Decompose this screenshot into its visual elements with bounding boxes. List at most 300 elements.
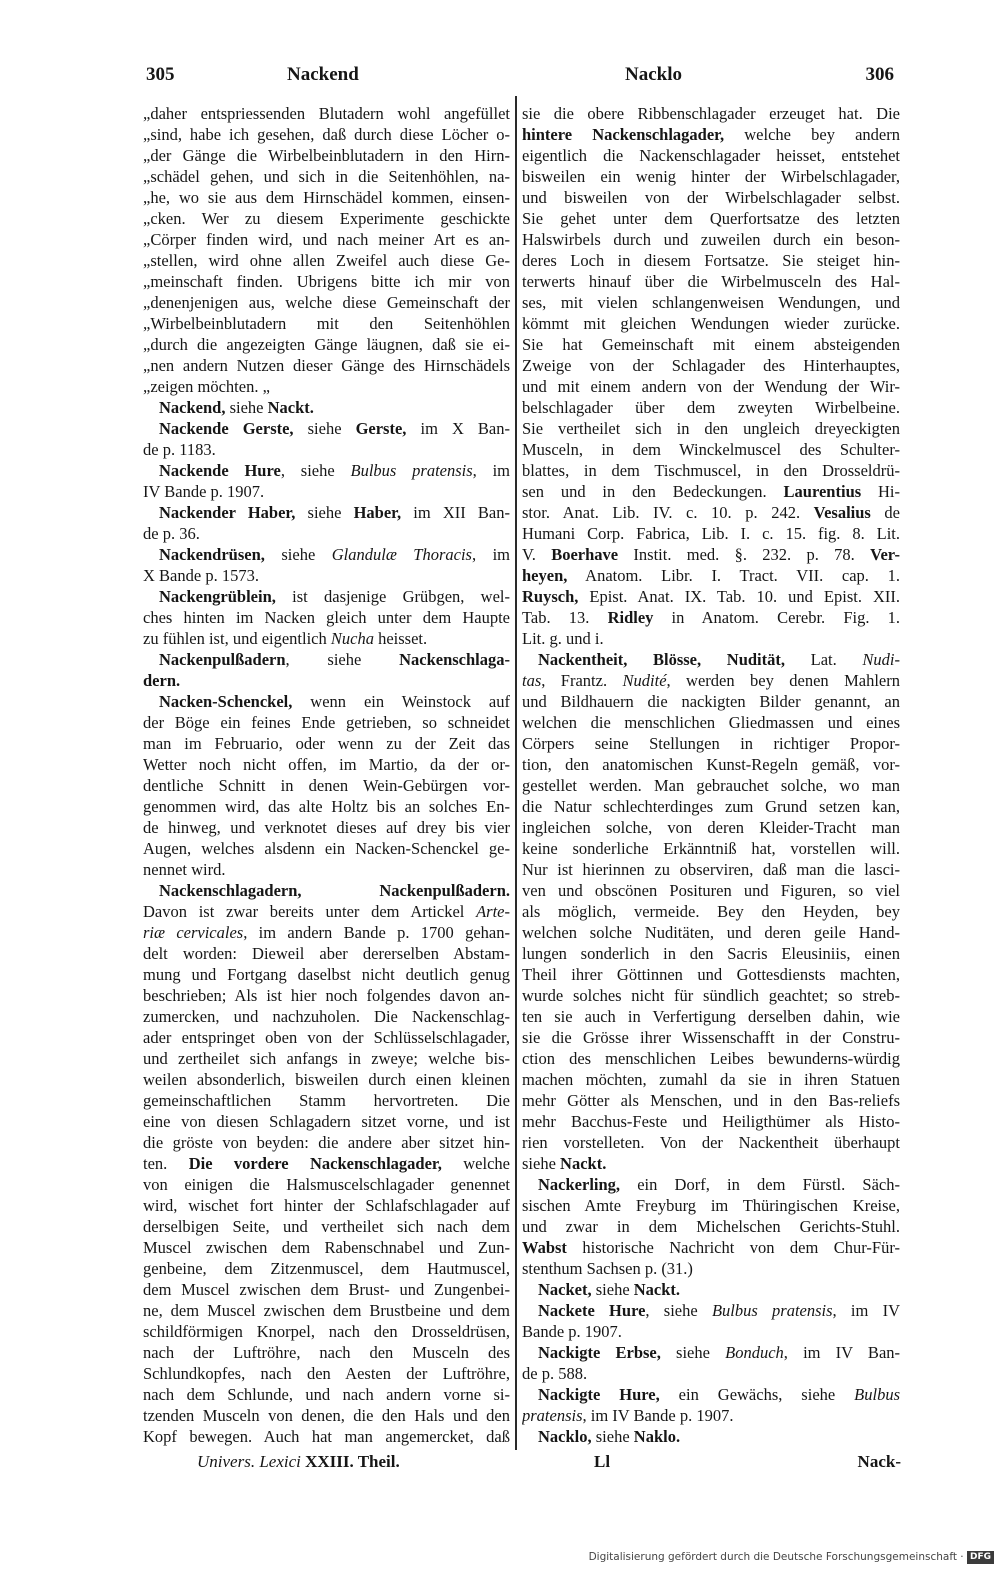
text-line [522, 859, 900, 880]
text-line [522, 565, 900, 586]
text-line [522, 712, 900, 733]
text-run: siehe [522, 1154, 561, 1173]
bold-term: Nackt. [267, 398, 314, 417]
text-line [522, 418, 900, 439]
text-line [143, 1300, 510, 1321]
bold-term: Die vordere Nackenschlagader, [188, 1154, 442, 1173]
entry-paragraph [522, 1300, 900, 1342]
text-run: schildförmigen Knorpel, nach den Drosseldrüsen, [143, 1322, 510, 1341]
text-line [522, 985, 900, 1006]
text-run: „he, wo sie aus dem Hirnschädel kommen, einsen- [143, 188, 510, 207]
catchword: Nack- [857, 1452, 901, 1471]
text-run: siehe [295, 503, 354, 522]
text-line [143, 649, 510, 670]
entry-paragraph [143, 460, 510, 502]
text-run: zumercken, und nachzuholen. Die Nackenschlag- [143, 1007, 510, 1026]
text-line [522, 1132, 900, 1153]
text-line [143, 1405, 510, 1426]
text-line [522, 1321, 900, 1342]
text-line [522, 880, 900, 901]
text-run: im XII Ban- [401, 503, 510, 522]
text-line [143, 628, 510, 649]
text-run: „meinschaft finden. Ubrigens bitte ich mir von [143, 272, 510, 291]
text-run: IV Bande p. 1907. [143, 482, 265, 501]
text-line [143, 943, 510, 964]
text-run: „Wirbelbeinblutadern mit den Seitenhöhlen [143, 314, 510, 333]
entry-paragraph [522, 649, 900, 1174]
text-run: „nen andern Nutzen dieser Gänge des Hirnschädels [143, 356, 510, 375]
text-run: Kopf bewegen. Auch hat man angemercket, daß [143, 1427, 510, 1446]
text-run: Muscel zwischen dem Rabenschnabel und Zun- [143, 1238, 510, 1257]
text-line [143, 880, 510, 901]
text-run: machen möchten, zumahl da sie in ihren Statuen [522, 1070, 900, 1089]
text-run: , im [471, 545, 510, 564]
text-run: siehe [225, 398, 268, 417]
text-run: de hinweg, und verknotet dieses auf drey bis vier [143, 818, 510, 837]
credit-separator: · [960, 1551, 964, 1563]
text-line [522, 439, 900, 460]
sheet-mark: Ll [594, 1452, 611, 1471]
text-run: und bisweilen von der Wirbelschlagader selbst. [522, 188, 900, 207]
text-run: welche bey andern [724, 125, 900, 144]
italic-term: Arte- [476, 902, 510, 921]
entry-paragraph [522, 1174, 900, 1279]
text-line [143, 250, 510, 271]
text-run: beschrieben; Als ist hier noch folgendes davon an- [143, 986, 510, 1005]
text-run: dentliche Schnitt in denen Wein-Gebürgen vor- [143, 776, 510, 795]
text-run: Instit. med. §. 232. p. 78. [618, 545, 871, 564]
text-line [143, 1363, 510, 1384]
text-line [143, 166, 510, 187]
text-line [522, 229, 900, 250]
bold-term: Nackenschlagadern, Nackenpulßadern. [159, 881, 510, 900]
text-line [522, 796, 900, 817]
text-line [143, 1069, 510, 1090]
text-line [143, 586, 510, 607]
text-line [143, 1258, 510, 1279]
text-line [522, 481, 900, 502]
text-line [143, 124, 510, 145]
column-number-left: 305 [146, 64, 175, 85]
text-run: und mit einem andern von der Wendung der Wir- [522, 377, 900, 396]
text-line [143, 985, 510, 1006]
text-line [143, 565, 510, 586]
text-line [522, 1090, 900, 1111]
bold-term: Nackend, [159, 398, 226, 417]
text-run: Cörpers seine Stellungen in richtiger Propor- [522, 734, 900, 753]
italic-term: Bonduch [725, 1343, 784, 1362]
text-run: nennet wird. [143, 860, 226, 879]
text-run: terwerts hinauf über die Wirbelmusceln des Hal- [522, 272, 900, 291]
text-run: ven und obscönen Posituren und Figuren, so viel [522, 881, 900, 900]
text-line [522, 1258, 900, 1279]
text-line [522, 124, 900, 145]
text-run: , werden bey denen Mahlern [666, 671, 900, 690]
text-run: wird, wischet fort hinter der Schlafschlagader auf [143, 1196, 510, 1215]
text-run: ader entspringet oben von der Schlüsselschlagader, [143, 1028, 510, 1047]
text-line [522, 376, 900, 397]
text-run: genommen wird, das alte Holtz bis an solches En- [143, 797, 510, 816]
bold-term: Nacket, [538, 1280, 592, 1299]
text-line [522, 607, 900, 628]
bold-term: Nackende Gerste, [159, 419, 294, 438]
bold-term: Nackt. [560, 1154, 607, 1173]
text-run: zu fühlen ist, und eigentlich [143, 629, 331, 648]
text-line [143, 418, 510, 439]
text-run: gemeinschaftlichen Stamm hervortreten. Die [143, 1091, 510, 1110]
text-line [143, 859, 510, 880]
text-run: Theil ihrer Göttinnen und Gottesdiensts machten, [522, 965, 900, 984]
text-run: V. [522, 545, 552, 564]
italic-term: Bulbus pratensis [350, 461, 473, 480]
text-run: de [870, 503, 900, 522]
text-line [522, 691, 900, 712]
text-run: historische Nachricht von dem Chur-Für- [566, 1238, 900, 1257]
entry-paragraph [522, 1279, 900, 1300]
text-line [143, 838, 510, 859]
text-run: siehe [660, 1343, 726, 1362]
italic-term: Glandulæ Thoracis [331, 545, 472, 564]
text-line [143, 1216, 510, 1237]
digitization-credit [589, 1549, 994, 1565]
text-run: , siehe [280, 461, 351, 480]
entry-paragraph [522, 1384, 900, 1426]
bold-term: Nackete Hure [538, 1301, 646, 1320]
entry-paragraph [143, 691, 510, 880]
text-line [143, 313, 510, 334]
text-run: sen und in den Bedeckungen. [522, 482, 784, 501]
text-run: die Natur schlechterdinges zum Grund setzen kan, [522, 797, 900, 816]
text-run: ne, dem Muscel zwischen dem Brustbeine und dem [143, 1301, 510, 1320]
running-title-left: Nackend [287, 64, 359, 85]
text-run: Humani Corp. Fabrica, Lib. I. c. 15. fig. 8. Lit. [522, 524, 900, 543]
text-line [143, 103, 510, 124]
text-run: welchen die menschlichen Gliedmassen und eines [522, 713, 900, 732]
text-run: „cken. Wer zu diesem Experimente geschickte [143, 209, 510, 228]
text-line [143, 607, 510, 628]
entry-paragraph [143, 397, 510, 418]
text-run: „sind, habe ich gesehen, daß durch diese Löcher o- [143, 125, 510, 144]
text-run: de p. 1183. [143, 440, 216, 459]
text-line [522, 1279, 900, 1300]
text-line [522, 208, 900, 229]
column-divider [515, 96, 517, 1450]
text-line [522, 187, 900, 208]
text-line [522, 838, 900, 859]
text-line [522, 964, 900, 985]
text-run: lungen sonderlich in den Sacris Eleusiniis, einen [522, 944, 900, 963]
text-line [143, 376, 510, 397]
text-line [143, 187, 510, 208]
text-line [143, 1027, 510, 1048]
text-line [522, 1006, 900, 1027]
text-run: Lat. [785, 650, 863, 669]
text-run: , im [472, 461, 510, 480]
bold-term: Laurentius [783, 482, 862, 501]
column-number-right: 306 [865, 64, 894, 85]
entry-paragraph [143, 880, 510, 1447]
text-line [522, 1384, 900, 1405]
text-run: Anatom. Libr. I. Tract. VII. cap. 1. [567, 566, 900, 585]
text-run: Epist. Anat. IX. Tab. 10. und Epist. XII. [578, 587, 900, 606]
text-line [522, 334, 900, 355]
text-run: welchen solche Nuditäten, und deren geile Hand- [522, 923, 900, 942]
text-line [522, 1174, 900, 1195]
text-line [522, 544, 900, 565]
text-line [522, 1069, 900, 1090]
text-line [143, 1090, 510, 1111]
italic-term: Nucha [330, 629, 374, 648]
text-run: von einigen die Halsmuscelschlagader genennet [143, 1175, 510, 1194]
text-run: ction des menschlichen Leibes bewunderns-würdig [522, 1049, 900, 1068]
text-line [522, 166, 900, 187]
text-line [143, 901, 510, 922]
italic-term: tas [522, 671, 542, 690]
signature-volume: XXIII. Theil. [305, 1452, 400, 1471]
bold-term: Naklo. [633, 1427, 681, 1446]
text-line [522, 1363, 900, 1384]
text-line [522, 1426, 900, 1447]
bold-term: Nackigte Hure, [538, 1385, 660, 1404]
text-line [522, 523, 900, 544]
italic-term: riæ cervicales [143, 923, 244, 942]
text-line [143, 145, 510, 166]
entry-paragraph [522, 1426, 900, 1447]
text-line [522, 817, 900, 838]
text-run: ein Dorf, in dem Fürstl. Säch- [620, 1175, 900, 1194]
bold-term: Nackender Haber, [159, 503, 296, 522]
text-line [522, 1153, 900, 1174]
text-run: im X Ban- [406, 419, 510, 438]
text-line [143, 334, 510, 355]
bold-term: Nackenpulßadern [159, 650, 286, 669]
text-run: stor. Anat. Lib. IV. c. 10. p. 242. [522, 503, 814, 522]
bold-term: Nackerling, [538, 1175, 621, 1194]
bold-term: Nackenschlaga- [399, 650, 510, 669]
text-run: Musceln, in dem Winckelmuscel des Schulter- [522, 440, 900, 459]
text-run: X Bande p. 1573. [143, 566, 259, 585]
bold-term: Nackentheit, Blösse, Nudität, [538, 650, 785, 669]
text-line [522, 250, 900, 271]
bold-term: Nackigte Erbse, [538, 1343, 661, 1362]
text-run: tzenden Musceln von denen, die den Hals und den [143, 1406, 510, 1425]
text-run: Sie vertheilet sich in den ungleich dreyeckigten [522, 419, 900, 438]
text-run: , im IV Bande p. 1907. [582, 1406, 734, 1425]
text-run: „stellen, wird ohne allen Zweifel auch diese Ge- [143, 251, 510, 270]
text-run: siehe [591, 1427, 634, 1446]
text-line [143, 481, 510, 502]
text-run: sie die Grösse ihrer Wissenschafft in der Constru- [522, 1028, 900, 1047]
text-run: nach der Luftröhre, nach den Musceln des [143, 1343, 510, 1362]
text-line [143, 1048, 510, 1069]
text-line [522, 1027, 900, 1048]
text-line [522, 628, 900, 649]
text-line [143, 922, 510, 943]
text-run: Hi- [861, 482, 900, 501]
text-run: „durch die angezeigten Gänge läugnen, daß sie ei- [143, 335, 510, 354]
left-column [143, 103, 510, 1447]
text-run: und zwar in dem Michelschen Gerichts-Stuhl. [522, 1217, 900, 1236]
text-run: Sie hat Gemeinschaft mit einem absteigenden [522, 335, 900, 354]
entry-paragraph [143, 649, 510, 691]
text-line [522, 1111, 900, 1132]
text-line [143, 1153, 510, 1174]
text-line [143, 796, 510, 817]
text-run: mung und Fortgang daselbst nicht deutlich genug [143, 965, 510, 984]
text-line [143, 733, 510, 754]
italic-term: pratensis [522, 1406, 583, 1425]
text-run: „der Gänge die Wirbelbeinblutadern in den Hirn- [143, 146, 510, 165]
text-line [143, 1279, 510, 1300]
text-run: stenthum Sachsen p. (31.) [522, 1259, 693, 1278]
text-line [143, 355, 510, 376]
text-run: bisweilen ein wenig hinter der Wirbelschlagader, [522, 167, 900, 186]
text-run: genbeine, dem Zitzenmuscel, dem Hautmuscel, [143, 1259, 510, 1278]
text-run: rien vorstelleten. Von der Nackentheit überhaupt [522, 1133, 900, 1152]
text-run: siehe [293, 419, 356, 438]
text-run: und zertheilet sich anfangs in zweye; welche bis- [143, 1049, 510, 1068]
text-line [522, 460, 900, 481]
bold-term: Gerste, [355, 419, 407, 438]
bold-term: Ruysch, [522, 587, 579, 606]
text-line [522, 502, 900, 523]
text-line [522, 292, 900, 313]
text-line [143, 523, 510, 544]
bold-term: Nacklo, [538, 1427, 592, 1446]
text-run: mehr Götter als Menschen, und in den Bas-reliefs [522, 1091, 900, 1110]
bold-term: Ridley [607, 608, 654, 627]
text-run: de p. 588. [522, 1364, 588, 1383]
text-line [143, 670, 510, 691]
text-line [522, 1048, 900, 1069]
text-run: de p. 36. [143, 524, 200, 543]
text-line [522, 271, 900, 292]
text-run: „Cörper finden wird, und nach meiner Art es an- [143, 230, 510, 249]
text-line [522, 670, 900, 691]
text-run: belschlagader über dem zweyten Wirbelbeine. [522, 398, 900, 417]
text-line [522, 901, 900, 922]
text-line [143, 439, 510, 460]
text-line [522, 103, 900, 124]
entry-paragraph [143, 586, 510, 649]
signature-line [197, 1451, 400, 1473]
text-line [522, 733, 900, 754]
bold-term: dern. [143, 671, 181, 690]
entry-paragraph [522, 1342, 900, 1384]
text-line [522, 922, 900, 943]
text-line [143, 502, 510, 523]
text-line [143, 1342, 510, 1363]
text-line [143, 1237, 510, 1258]
italic-term: Nudi- [862, 650, 900, 669]
text-run: ten sie auch in Verfertigung derselben dahin, wie [522, 1007, 900, 1026]
bold-term: Boerhave [551, 545, 619, 564]
text-run: Augen, welches alsdenn ein Nacken-Schenckel ge- [143, 839, 510, 858]
text-line [143, 1426, 510, 1447]
text-run: ist dasjenige Grübgen, wel- [275, 587, 510, 606]
text-line [522, 943, 900, 964]
text-run: ses, mit vielen schlangenweisen Wendungen, und [522, 293, 900, 312]
text-run: siehe [264, 545, 332, 564]
text-run: eigentlich die Nackenschlagader heisset, entstehet [522, 146, 900, 165]
right-column [522, 103, 900, 1447]
text-run: Lit. g. und i. [522, 629, 604, 648]
text-run: Sie gehet unter dem Querfortsatze des letzten [522, 209, 900, 228]
dfg-logo-icon: DFG [967, 1551, 994, 1564]
text-line [522, 313, 900, 334]
entry-paragraph [143, 544, 510, 586]
text-run: der Böge ein feines Ende getrieben, so schneidet [143, 713, 510, 732]
text-run: tion, den anatomischen Kunst-Regeln gemäß, vor- [522, 755, 900, 774]
text-line [143, 754, 510, 775]
text-run: „schädel gehen, und sich in die Seitenhöhlen, na- [143, 167, 510, 186]
text-line [143, 712, 510, 733]
text-run: wurde solches nicht für sündlich geachtet; so streb- [522, 986, 900, 1005]
text-line [522, 355, 900, 376]
text-line [143, 775, 510, 796]
entry-paragraph [522, 103, 900, 649]
text-run: Schlundkopfes, nach den Aesten der Luftröhre, [143, 1364, 510, 1383]
entry-paragraph [143, 418, 510, 460]
credit-text: Digitalisierung gefördert durch die Deutsche Forschungsgemeinschaft [588, 1551, 957, 1563]
text-line [522, 145, 900, 166]
text-run: nach dem Schlunde, und nach andern vorne si- [143, 1385, 510, 1404]
text-run: wenn ein Weinstock auf [292, 692, 510, 711]
text-line [143, 691, 510, 712]
text-run: sie die obere Ribbenschlagader erzeuget hat. Die [522, 104, 900, 123]
text-line [143, 292, 510, 313]
text-run: gestellet werden. Man gebrauchet solche, wo man [522, 776, 900, 795]
text-line [522, 397, 900, 418]
text-run: ein Gewächs, siehe [659, 1385, 855, 1404]
text-line [522, 1342, 900, 1363]
text-run: als möglich, vermeide. Bey den Heyden, bey [522, 902, 900, 921]
text-run: Zweige von der Schlagader des Hinterhauptes, [522, 356, 900, 375]
text-run: , im IV [832, 1301, 900, 1320]
text-run: , siehe [285, 650, 400, 669]
text-run: ingleichen solche, von deren Kleider-Tracht man [522, 818, 900, 837]
text-run: mehr Bacchus-Feste und Heiligthümer als Histo- [522, 1112, 900, 1131]
bold-term: Haber, [353, 503, 402, 522]
text-line [143, 1321, 510, 1342]
text-line [522, 1237, 900, 1258]
text-run: sischen Amte Freyburg im Thüringischen Kreise, [522, 1196, 900, 1215]
signature-title: Univers. Lexici [197, 1452, 301, 1471]
entry-paragraph [143, 502, 510, 544]
bold-term: Ver- [870, 545, 900, 564]
text-run: welche [441, 1154, 510, 1173]
text-run: ches hinten im Nacken gleich unter dem Haupte [143, 608, 510, 627]
bold-term: Wabst [522, 1238, 567, 1257]
bold-term: Nacken-Schenckel, [159, 692, 293, 711]
text-line [143, 460, 510, 481]
text-line [522, 1195, 900, 1216]
text-run: „denenjenigen aus, welche diese Gemeinschaft der [143, 293, 510, 312]
text-line [143, 1174, 510, 1195]
text-run: die gröste von beyden: die andere aber sitzet hin- [143, 1133, 510, 1152]
text-run: , im andern Bande p. 1700 gehan- [243, 923, 510, 942]
text-run: weilen absonderlich, bisweilen durch einen kleinen [143, 1070, 510, 1089]
bold-term: Nackende Hure [159, 461, 281, 480]
bold-term: Nackengrüblein, [159, 587, 276, 606]
text-line [143, 1384, 510, 1405]
text-line [143, 1195, 510, 1216]
text-run: „daher entspriessenden Blutadern wohl angefüllet [143, 104, 510, 123]
running-title-right: Nacklo [625, 64, 682, 85]
text-run: heisset. [373, 629, 428, 648]
bold-term: Vesalius [813, 503, 871, 522]
text-line [143, 1006, 510, 1027]
